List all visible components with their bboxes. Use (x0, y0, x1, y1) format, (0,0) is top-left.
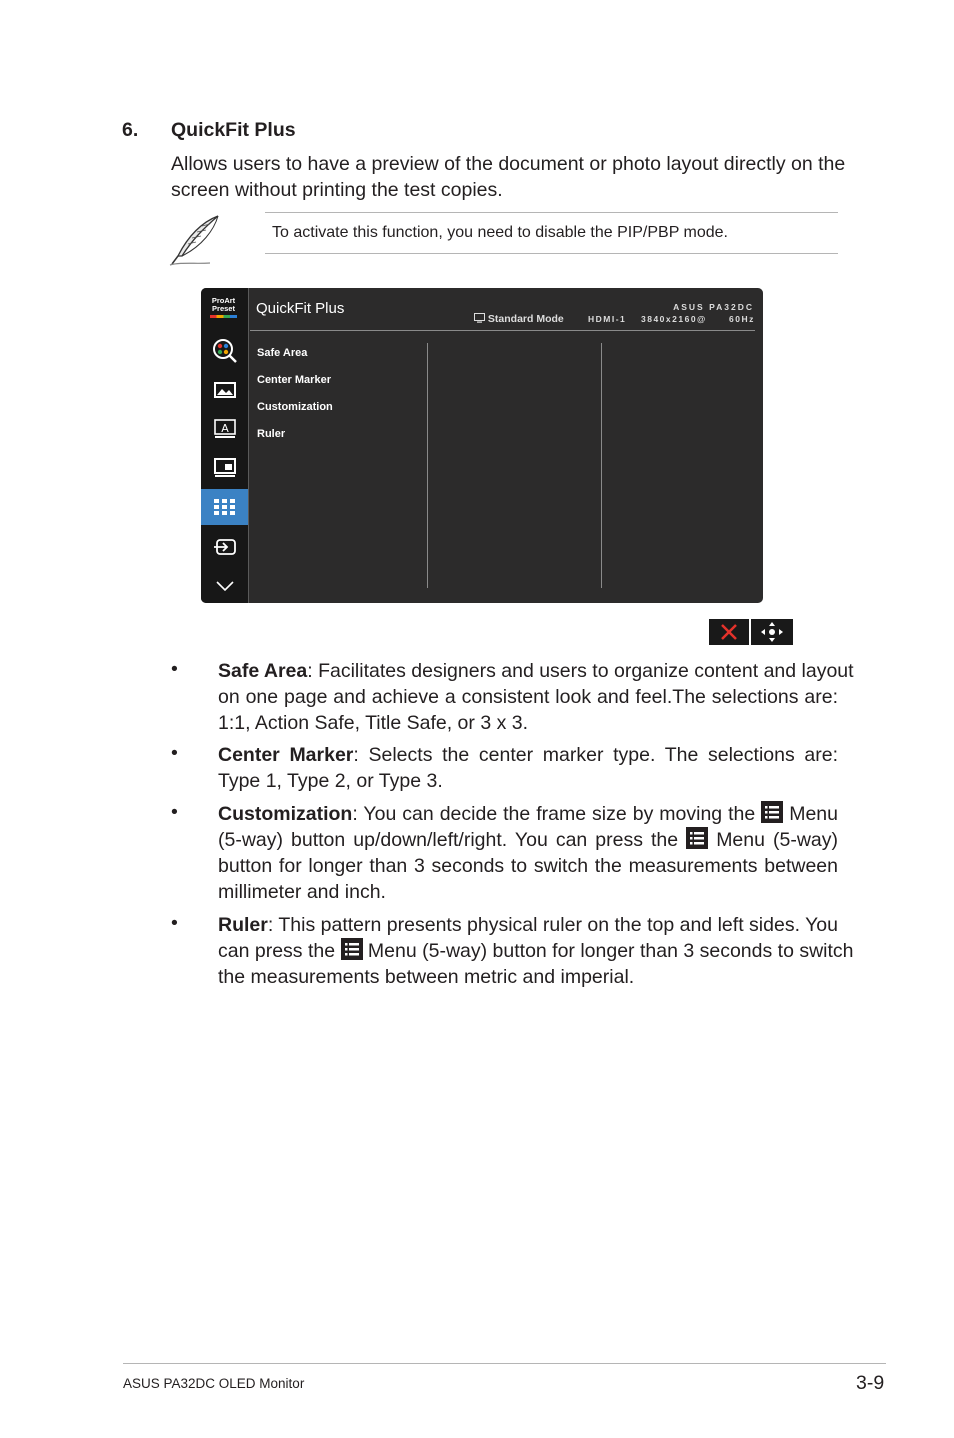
bullet-marker: • (171, 801, 178, 823)
bullet-text: : Facilitates designers and users to organize content and layout (307, 660, 854, 682)
bullet-text: Menu (789, 803, 838, 825)
bullet-text: Menu (5-way) button for longer than 3 seconds to switch (367, 940, 854, 962)
move-icon (760, 621, 784, 643)
column-divider (601, 343, 602, 588)
close-button[interactable] (709, 619, 749, 645)
osd-mode: Standard Mode (487, 313, 564, 325)
bullet-text: : Selects the center marker type. The selections are: (353, 744, 838, 766)
osd-title: QuickFit Plus (256, 300, 345, 317)
osd-sidebar (201, 288, 249, 603)
quickfit-grid-icon[interactable] (201, 489, 248, 525)
bullet-text: (5-way) button up/down/left/right. You can press the (218, 829, 679, 851)
footer-divider (123, 1363, 886, 1364)
osd-menu-list (257, 347, 333, 455)
bullet-text: the measurements between metric and imperial. (218, 966, 635, 988)
osd-status-bar (474, 313, 755, 325)
palette-icon[interactable] (201, 333, 248, 369)
menu-button-icon (341, 938, 363, 960)
image-icon[interactable] (201, 372, 248, 408)
svg-text:A: A (220, 422, 229, 435)
menu-button-icon (686, 827, 708, 849)
bullet-text: 1:1, Action Safe, Title Safe, or 3 x 3. (218, 712, 529, 734)
menu-item-safe-area[interactable]: Safe Area (257, 347, 308, 359)
monitor-icon (474, 313, 485, 323)
chevron-down-icon[interactable] (201, 568, 248, 603)
section-number: 6. (122, 119, 139, 141)
menu-button-icon (761, 801, 783, 823)
bullet-ruler (218, 912, 854, 990)
note-box (265, 212, 838, 254)
osd-menu-screenshot (201, 288, 763, 603)
display-icon[interactable] (201, 411, 248, 447)
menu-item-center-marker[interactable]: Center Marker (257, 374, 331, 386)
bullet-text: Type 1, Type 2, or Type 3. (218, 770, 443, 792)
osd-model: ASUS PA32DC (673, 302, 754, 312)
bullet-text: millimeter and inch. (218, 881, 386, 903)
page-number: 3-9 (856, 1372, 885, 1394)
bullet-text: : This pattern presents physical ruler on the top and left sides. You (267, 914, 838, 936)
bullet-marker: • (171, 912, 178, 934)
bullet-marker: • (171, 742, 178, 764)
bullet-text: can press the (218, 940, 336, 962)
move-button[interactable] (751, 619, 793, 645)
footer-title: ASUS PA32DC OLED Monitor (123, 1376, 305, 1391)
bullet-text: button for longer than 3 seconds to switch the measurements between (218, 855, 838, 877)
osd-divider (250, 330, 755, 331)
column-divider (427, 343, 428, 588)
pip-icon[interactable] (201, 450, 248, 486)
term-safe-area: Safe Area (218, 660, 308, 682)
term-customization: Customization (218, 803, 353, 825)
bullet-marker: • (171, 658, 178, 680)
feather-pen-icon (166, 212, 230, 268)
bullet-text: on one page and achieve a consistent look and feel.The selections are: (218, 686, 838, 708)
logo-line1: ProArt (211, 296, 236, 305)
osd-signal: HDMI-1 (588, 314, 627, 324)
close-icon (720, 624, 738, 640)
proart-preset-logo (210, 297, 237, 321)
menu-item-ruler[interactable]: Ruler (257, 428, 286, 440)
section-title: QuickFit Plus (171, 119, 296, 141)
bullet-center-marker (218, 742, 838, 794)
bullet-safe-area (218, 658, 854, 736)
section-intro: Allows users to have a preview of the document or photo layout directly on the screen without printing the test copies. (171, 153, 846, 201)
bullet-text: : You can decide the frame size by moving the (352, 803, 756, 825)
term-ruler: Ruler (218, 914, 268, 936)
osd-resolution: 3840x2160@ (641, 314, 707, 324)
bullet-text: Menu (5-way) (716, 829, 838, 851)
menu-item-customization[interactable]: Customization (257, 401, 333, 413)
osd-refresh: 60Hz (729, 314, 755, 324)
input-icon[interactable] (201, 529, 248, 565)
bullet-customization (218, 801, 838, 905)
term-center-marker: Center Marker (218, 744, 354, 766)
logo-line2: Preset (212, 304, 235, 313)
note-text: To activate this function, you need to disable the PIP/PBP mode. (272, 224, 728, 241)
